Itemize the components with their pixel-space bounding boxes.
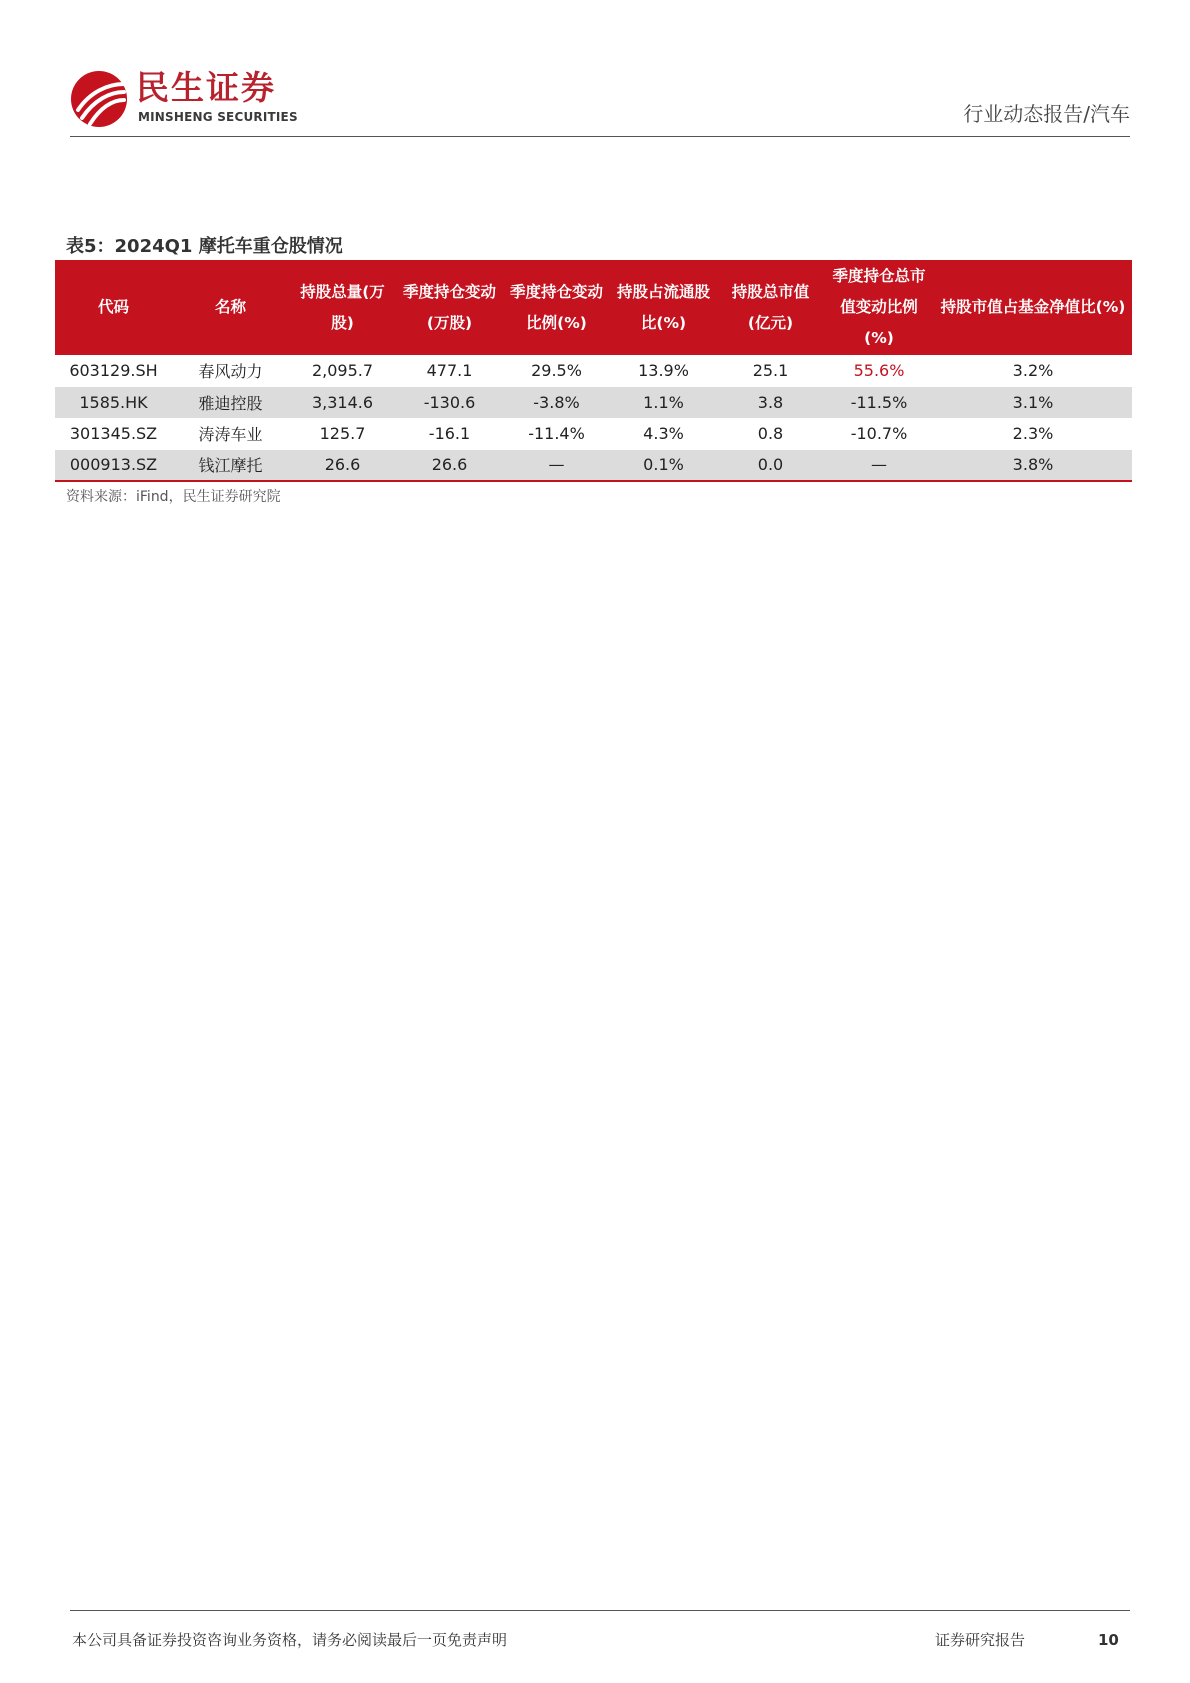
cell-market-value: 0.8 [757, 424, 784, 444]
page-number: 10 [1098, 1631, 1119, 1649]
cell-market-value-change: — [824, 450, 934, 482]
cell-name: 涛涛车业 [198, 425, 263, 445]
holdings-table-container [55, 260, 1132, 482]
minsheng-logo-icon [70, 70, 128, 128]
cell-name: 雅迪控股 [172, 387, 289, 419]
cell-market-value: 0.0 [717, 450, 824, 482]
column-header-market-value: 持股总市值(亿元) [717, 260, 824, 355]
cell-nav-ratio: 3.2% [1012, 361, 1054, 381]
cell-market-value: 3.8 [717, 387, 824, 419]
footer-divider [70, 1610, 1130, 1611]
cell-quarter-change-ratio: -3.8% [503, 387, 610, 419]
report-type: 行业动态报告/汽车 [963, 102, 1130, 126]
footer-disclaimer: 本公司具备证券投资咨询业务资格，请务必阅读最后一页免责声明 [72, 1631, 508, 1649]
cell-quarter-change: 477.1 [426, 361, 473, 381]
cell-quarter-change-ratio: — [503, 450, 610, 482]
table-row [55, 450, 1132, 482]
cell-quarter-change-ratio: -11.4% [528, 424, 585, 444]
cell-code: 603129.SH [69, 361, 158, 381]
cell-name: 钱江摩托 [172, 450, 289, 482]
cell-market-value-change: -11.5% [824, 387, 934, 419]
header-divider [70, 136, 1130, 137]
table-header-row [55, 260, 1132, 355]
cell-market-value: 25.1 [752, 361, 789, 381]
table-row [55, 418, 1132, 450]
cell-quarter-change-ratio: 29.5% [531, 361, 582, 381]
column-header-quarter-change: 季度持仓变动(万股) [396, 260, 503, 355]
cell-float-share-ratio: 1.1% [610, 387, 717, 419]
column-header-total-shares: 持股总量(万股) [289, 260, 396, 355]
cell-total-shares: 125.7 [319, 424, 366, 444]
cell-nav-ratio: 3.8% [934, 450, 1132, 482]
table-row [55, 355, 1132, 387]
logo-english-name: MINSHENG SECURITIES [138, 110, 298, 124]
cell-code: 000913.SZ [55, 450, 172, 482]
logo-chinese-name: 民生证券 [136, 68, 276, 107]
cell-market-value-change: -10.7% [850, 424, 908, 444]
page-header [70, 68, 1130, 138]
column-header-quarter-change-ratio: 季度持仓变动比例(%) [503, 260, 610, 355]
cell-code: 1585.HK [55, 387, 172, 419]
cell-float-share-ratio: 13.9% [638, 361, 689, 381]
column-header-code: 代码 [55, 260, 172, 355]
cell-code: 301345.SZ [69, 424, 158, 444]
cell-nav-ratio: 3.1% [934, 387, 1132, 419]
holdings-table [55, 260, 1132, 482]
company-logo [70, 68, 300, 128]
cell-quarter-change: -130.6 [396, 387, 503, 419]
column-header-market-value-change: 季度持仓总市值变动比例(%) [824, 260, 934, 355]
cell-market-value-change: 55.6% [853, 361, 905, 381]
column-header-name: 名称 [172, 260, 289, 355]
cell-total-shares: 3,314.6 [289, 387, 396, 419]
cell-quarter-change: 26.6 [396, 450, 503, 482]
cell-name: 春风动力 [198, 362, 263, 382]
cell-total-shares: 26.6 [289, 450, 396, 482]
column-header-float-share-ratio: 持股占流通股比(%) [610, 260, 717, 355]
cell-total-shares: 2,095.7 [311, 361, 374, 381]
column-header-nav-ratio: 持股市值占基金净值比(%) [934, 260, 1132, 355]
cell-nav-ratio: 2.3% [1012, 424, 1054, 444]
footer-report-label: 证券研究报告 [935, 1631, 1026, 1649]
cell-float-share-ratio: 0.1% [610, 450, 717, 482]
cell-float-share-ratio: 4.3% [643, 424, 684, 444]
cell-quarter-change: -16.1 [428, 424, 471, 444]
table-source-note: 资料来源：iFind，民生证券研究院 [66, 489, 281, 505]
table-row [55, 387, 1132, 419]
table-caption: 表5：2024Q1 摩托车重仓股情况 [66, 236, 343, 257]
